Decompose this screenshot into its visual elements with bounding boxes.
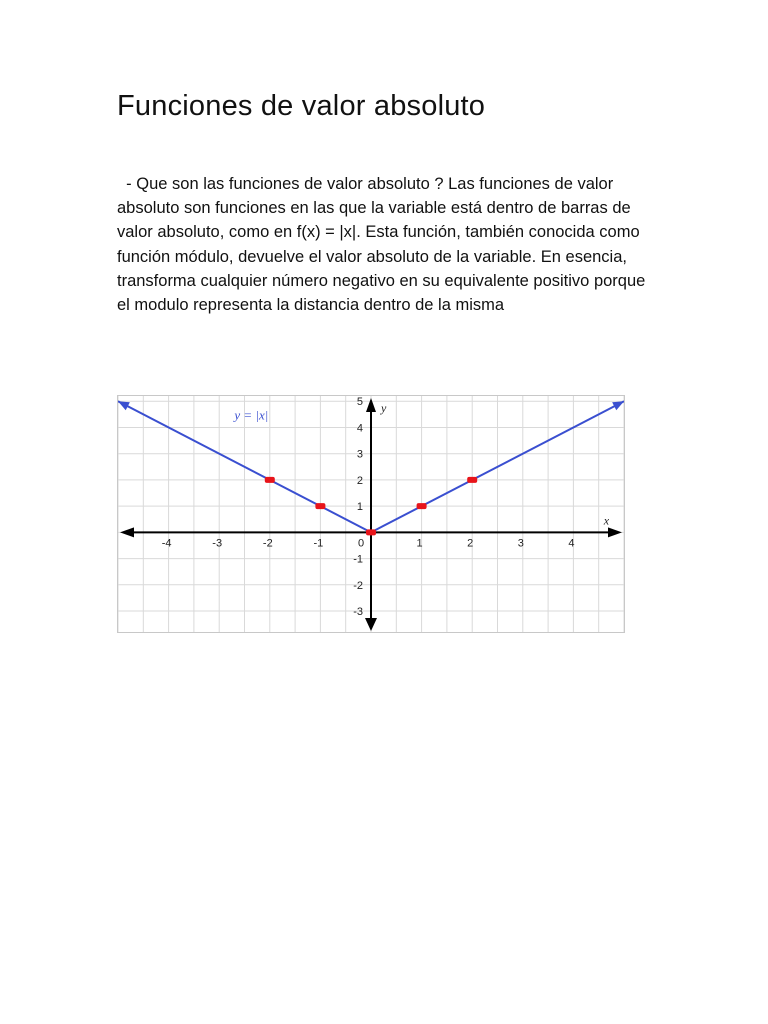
x-tick-label: -1 — [313, 537, 324, 550]
data-point — [366, 529, 376, 535]
y-axis-arrow-down — [365, 618, 377, 631]
y-tick-label: -1 — [353, 553, 363, 566]
y-tick-label: 4 — [356, 422, 363, 435]
x-axis-arrow-left — [120, 527, 134, 537]
x-tick-label: 1 — [416, 537, 423, 550]
body-paragraph: - Que son las funciones de valor absoluto ? Las funciones de valor absoluto son funciones en las que la variable está dentro de barras de valor absoluto, como en f(x) = |x|. Esta función, también conocida como función módulo, devuelve el valor absoluto de la variable. En esencia, transforma cualquier número negativo en su equivalente positivo porque el modulo representa la distancia dentro de la misma — [117, 175, 650, 315]
function-label: y = |x| — [234, 407, 269, 423]
y-tick-label: -3 — [353, 606, 363, 619]
y-tick-label: 3 — [356, 448, 363, 461]
y-tick-label: 5 — [356, 396, 363, 409]
y-tick-label: -2 — [353, 579, 363, 592]
x-axis-arrow-right — [608, 527, 622, 537]
x-tick-label: -2 — [262, 537, 273, 550]
y-axis-arrow-up — [366, 398, 376, 412]
axes — [120, 398, 622, 631]
x-tick-label: -3 — [212, 537, 223, 550]
data-point — [467, 477, 477, 483]
x-tick-label: -4 — [161, 537, 172, 550]
page-title: Funciones de valor absoluto — [117, 90, 486, 122]
x-axis-label: x — [603, 513, 610, 528]
graph-canvas — [118, 396, 624, 632]
data-point — [265, 477, 275, 483]
x-tick-label: 4 — [568, 537, 575, 550]
x-tick-label: 2 — [467, 537, 474, 550]
x-tick-label: 3 — [517, 537, 524, 550]
y-tick-label: 2 — [356, 474, 363, 487]
x-tick-label: 0 — [357, 537, 365, 550]
absolute-value-graph — [117, 395, 625, 633]
y-tick-label: 1 — [356, 501, 363, 514]
y-axis-label: y — [381, 401, 387, 415]
data-point — [315, 503, 325, 509]
data-point — [417, 503, 427, 509]
